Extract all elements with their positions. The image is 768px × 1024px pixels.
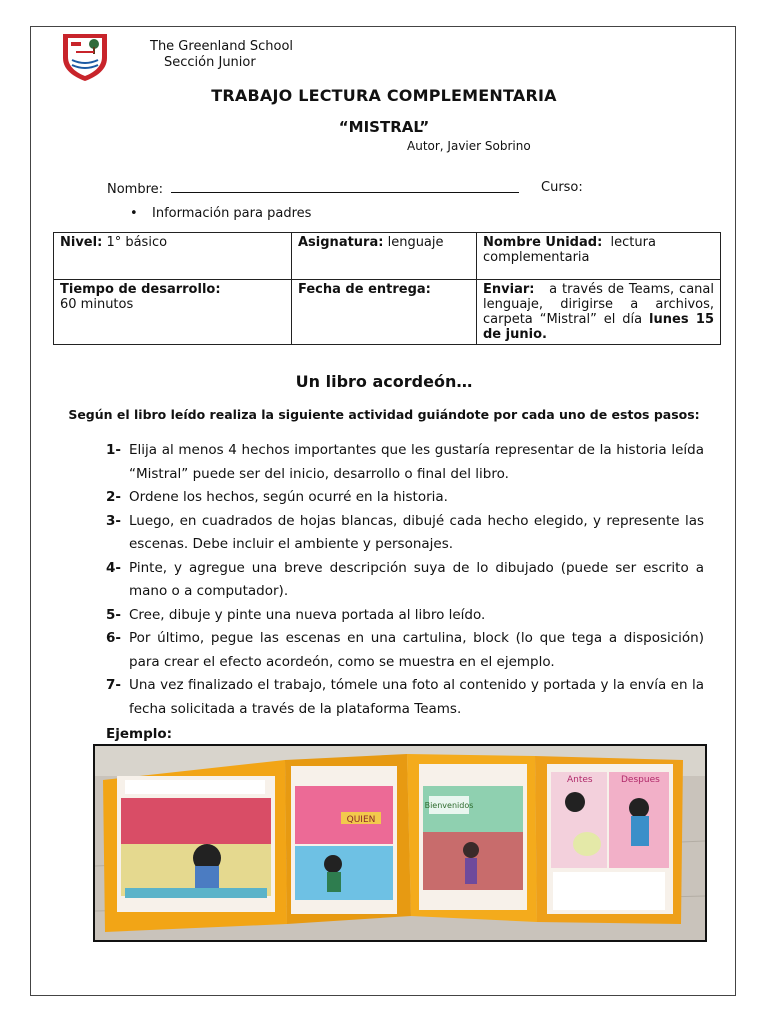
step-text: Ordene los hechos, según ocurré en la historia. xyxy=(129,489,448,505)
panel4-left-label: Antes xyxy=(567,775,593,785)
fecha-label: Fecha de entrega: xyxy=(298,282,431,297)
step-number: 6- xyxy=(106,630,121,646)
step-number: 3- xyxy=(106,512,121,529)
enviar-cell xyxy=(477,280,721,345)
asignatura-value: lenguaje xyxy=(387,235,444,250)
example-label: Ejemplo: xyxy=(106,726,173,742)
step-item xyxy=(106,510,704,557)
panel2-sign-text: QUIEN xyxy=(346,815,376,825)
steps-list xyxy=(106,439,704,721)
unidad-label: Nombre Unidad: xyxy=(483,235,603,250)
enviar-date: lunes 15 de junio. xyxy=(483,312,714,342)
name-label: Nombre: xyxy=(107,182,164,197)
course-label: Curso: xyxy=(541,180,583,195)
bullet-icon: • xyxy=(130,206,138,221)
step-text: Pinte, y agregue una breve descripción suya de lo dibujado (puede ser escrito a mano o a computador). xyxy=(129,559,704,599)
step-item xyxy=(106,486,704,510)
nivel-cell xyxy=(54,233,292,280)
tiempo-cell xyxy=(54,280,292,345)
step-number: 5- xyxy=(106,606,121,623)
name-blank-line[interactable] xyxy=(171,180,519,193)
section-title: Un libro acordeón… xyxy=(295,372,473,391)
tiempo-value: 60 minutos xyxy=(60,297,134,312)
info-table xyxy=(53,232,721,345)
unidad-value: lectura complementaria xyxy=(483,235,656,265)
school-name: The Greenland School xyxy=(150,39,294,54)
accordion-book-illustration xyxy=(95,746,705,940)
step-item xyxy=(106,674,704,721)
nivel-value: 1° básico xyxy=(106,235,168,250)
info-bullet xyxy=(130,206,311,221)
step-text: Una vez finalizado el trabajo, tómele una foto al contenido y portada y la envía en la fecha solicitada a través de la plataforma Teams. xyxy=(129,677,704,717)
school-crest-icon xyxy=(60,30,110,82)
name-field[interactable] xyxy=(107,180,519,197)
nivel-label: Nivel: xyxy=(60,235,103,250)
step-number: 2- xyxy=(106,489,121,505)
info-bullet-text: Información para padres xyxy=(152,206,312,221)
panel4-right-label: Despues xyxy=(621,775,660,785)
enviar-value: a través de Teams, canal lenguaje, dirigirse a archivos, carpeta “Mistral” el día xyxy=(483,282,714,327)
document-title: TRABAJO LECTURA COMPLEMENTARIA xyxy=(211,86,557,105)
step-item xyxy=(106,439,704,486)
school-header xyxy=(150,39,293,71)
asignatura-label: Asignatura: xyxy=(298,235,384,250)
step-text: Luego, en cuadrados de hojas blancas, dibujé cada hecho elegido, y represente las escenas. Debe incluir el ambiente y personajes. xyxy=(129,512,704,552)
course-field[interactable] xyxy=(541,180,587,195)
school-section: Sección Junior xyxy=(164,55,256,70)
step-item xyxy=(106,557,704,604)
step-text: Cree, dibuje y pinte una nueva portada al libro leído. xyxy=(129,606,486,623)
step-item xyxy=(106,627,704,674)
step-text: Por último, pegue las escenas en una cartulina, block (lo que tega a disposición) para crear el efecto acordeón, como se muestra en el ejemplo. xyxy=(129,630,704,670)
fecha-cell xyxy=(292,280,477,345)
enviar-label: Enviar: xyxy=(483,282,535,297)
author-line: Autor, Javier Sobrino xyxy=(407,139,531,153)
step-number: 4- xyxy=(106,559,121,576)
step-item xyxy=(106,604,704,628)
book-title: “MISTRAL” xyxy=(338,118,430,136)
step-text: Elija al menos 4 hechos importantes que les gustaría representar de la historia leída “Mistral” puede ser del inicio, desarrollo o final del libro. xyxy=(129,442,704,482)
instruction-text: Según el libro leído realiza la siguiente actividad guiándote por cada uno de estos pasos: xyxy=(68,407,700,422)
tiempo-label: Tiempo de desarrollo: xyxy=(60,282,221,297)
unidad-cell xyxy=(477,233,721,280)
asignatura-cell xyxy=(292,233,477,280)
step-number: 7- xyxy=(106,677,121,693)
step-number: 1- xyxy=(106,442,121,458)
panel3-sign-text: Bienvenidos xyxy=(424,801,474,810)
example-photo xyxy=(93,744,707,942)
